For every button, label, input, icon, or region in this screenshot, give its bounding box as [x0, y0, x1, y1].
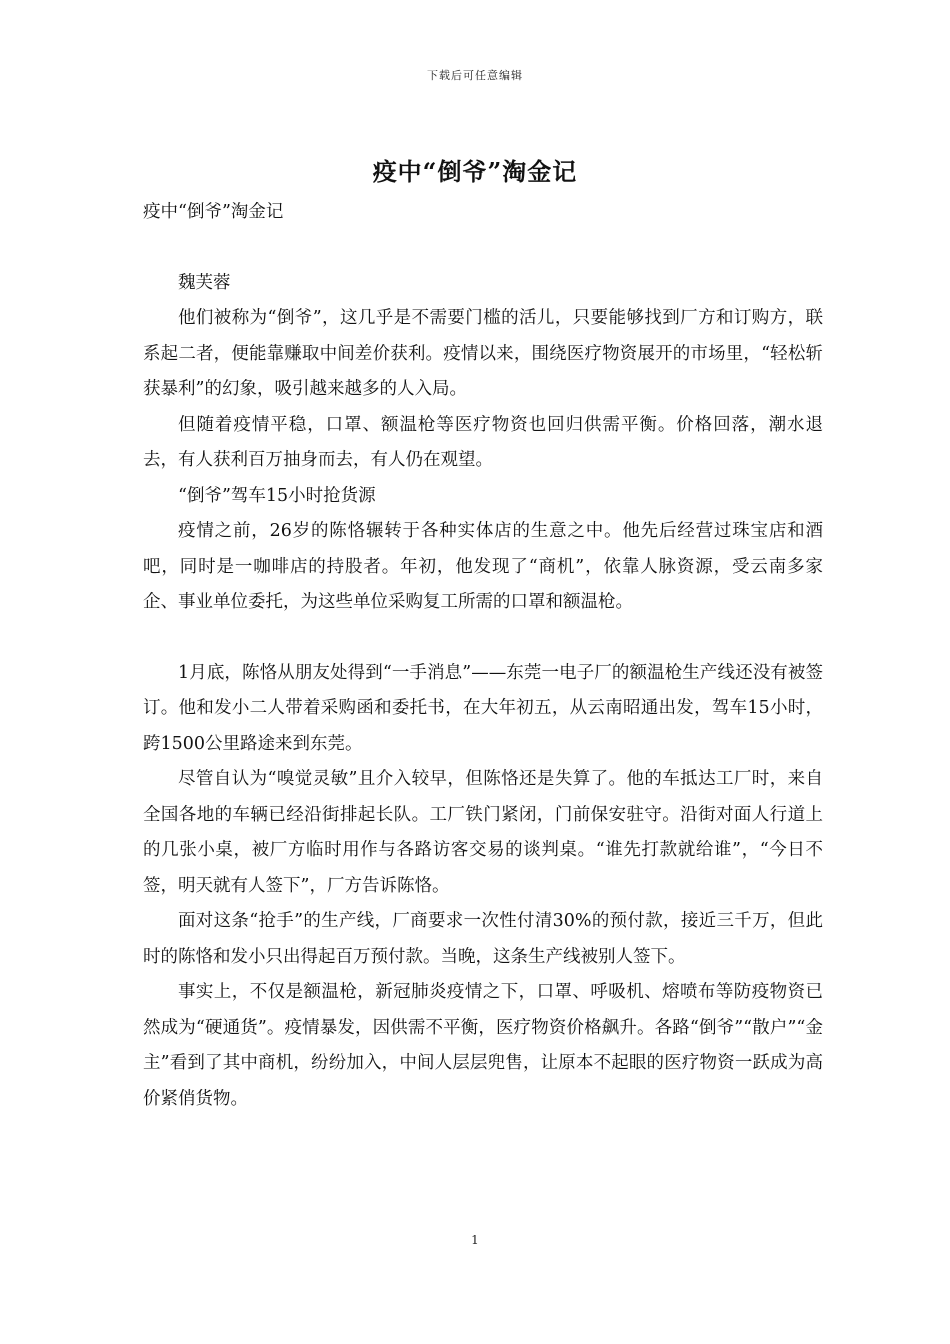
body-paragraph: 他们被称为“倒爷”，这几乎是不需要门槛的活儿，只要能够找到厂方和订购方，联系起二者，便能靠赚取中间差价获利。疫情以来，围绕医疗物资展开的市场里，“轻松斩获暴利”的幻象，吸引越来越多的人入局。 — [143, 308, 823, 399]
section-heading: “倒爷”驾车15小时抢货源 — [178, 485, 376, 506]
subtitle-line: 疫中“倒爷”淘金记 — [143, 202, 284, 222]
document-title: 疫中“倒爷”淘金记 — [372, 157, 578, 186]
body-paragraph: 疫情之前，26岁的陈恪辗转于各种实体店的生意之中。他先后经营过珠宝店和酒吧，同时是一咖啡店的持股者。年初，他发现了“商机”，依靠人脉资源，受云南多家企、事业单位委托，为这些单位采购复工所需的口罩和额温枪。 — [143, 521, 823, 612]
body-paragraph: 但随着疫情平稳，口罩、额温枪等医疗物资也回归供需平衡。价格回落，潮水退去，有人获利百万抽身而去，有人仍在观望。 — [143, 414, 823, 470]
page-number: 1 — [471, 1233, 479, 1247]
body-paragraph: 事实上，不仅是额温枪，新冠肺炎疫情之下，口罩、呼吸机、熔喷布等防疫物资已然成为“硬通货”。疫情暴发，因供需不平衡，医疗物资价格飙升。各路“倒爷”“散户”“金主”看到了其中商机，纷纷加入，中间人层层兜售，让原本不起眼的医疗物资一跃成为高价紧俏货物。 — [143, 982, 823, 1109]
author-line: 魏芙蓉 — [178, 272, 231, 293]
page-header: 下载后可任意编辑 — [427, 69, 523, 82]
body-paragraph: 尽管自认为“嗅觉灵敏”且介入较早，但陈恪还是失算了。他的车抵达工厂时，来自全国各地的车辆已经沿街排起长队。工厂铁门紧闭，门前保安驻守。沿街对面人行道上的几张小桌，被厂方临时用作与各路访客交易的谈判桌。“谁先打款就给谁”，“今日不签，明天就有人签下”，厂方告诉陈恪。 — [143, 769, 823, 896]
document-body — [143, 195, 823, 1117]
body-paragraph: 1月底，陈恪从朋友处得到“一手消息”——东莞一电子厂的额温枪生产线还没有被签订。他和发小二人带着采购函和委托书，在大年初五，从云南昭通出发，驾车15小时，跨1500公里路途来到东莞。 — [143, 662, 823, 754]
body-paragraph: 面对这条“抢手”的生产线，厂商要求一次性付清30%的预付款，接近三千万，但此时的陈恪和发小只出得起百万预付款。当晚，这条生产线被别人签下。 — [143, 911, 823, 967]
